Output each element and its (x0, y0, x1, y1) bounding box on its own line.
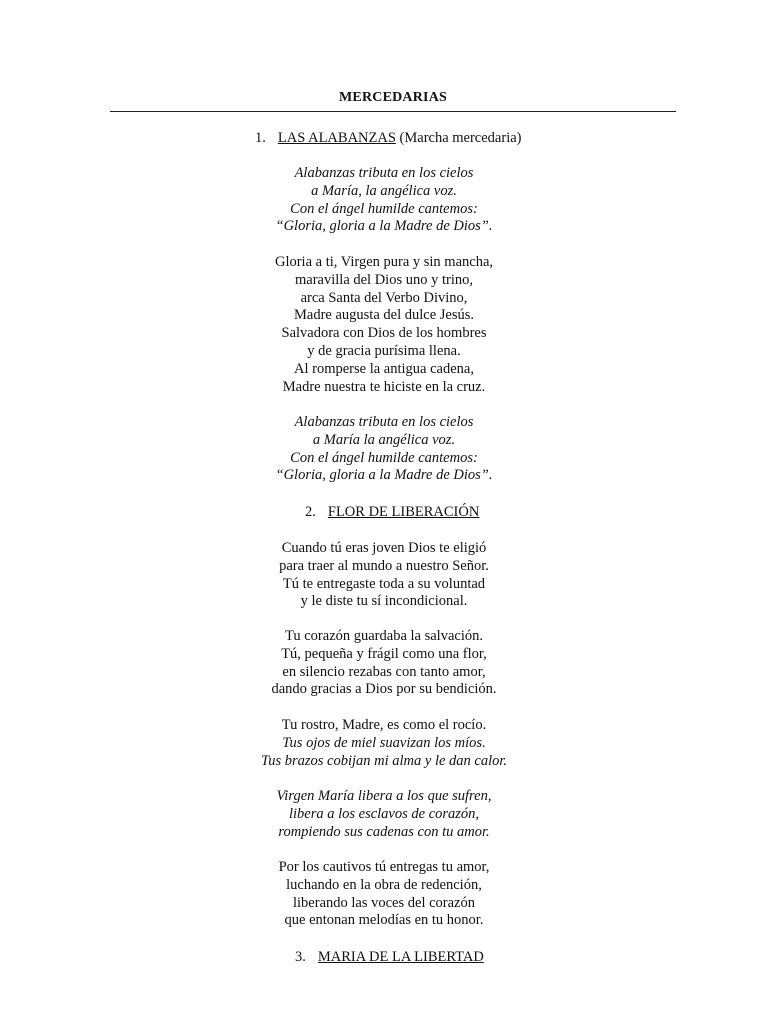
verse-line: Tus ojos de miel suavizan los míos. (282, 734, 486, 751)
verse-line: arca Santa del Verbo Divino, (300, 289, 468, 306)
song-name: FLOR DE LIBERACIÓN (327, 504, 480, 520)
verse-line: Tu rostro, Madre, es como el rocío. (281, 717, 487, 733)
verse-line: Tus brazos cobijan mi alma y le dan calor. (260, 752, 508, 769)
verse-line: dando gracias a Dios por su bendición. (271, 681, 497, 698)
verse-line: Con el ángel humilde cantemos: (290, 200, 478, 217)
stanza (0, 788, 768, 841)
song-name: MARIA DE LA LIBERTAD (317, 949, 484, 965)
song-number: 1. (255, 130, 266, 146)
verse-line: Con el ángel humilde cantemos: (290, 449, 478, 466)
document-title: MERCEDARIAS (339, 90, 447, 105)
verse-line: Virgen María libera a los que sufren, (276, 788, 492, 804)
stanza (0, 859, 768, 930)
verse-line: para traer al mundo a nuestro Señor. (279, 557, 489, 574)
verse-line: y de gracia purísima llena. (307, 342, 461, 359)
verse-line: Alabanzas tributa en los cielos (294, 165, 474, 181)
verse-line: luchando en la obra de redención, (286, 876, 482, 893)
verse-line: maravilla del Dios uno y trino, (295, 271, 473, 288)
verse-line: Gloria a ti, Virgen pura y sin mancha, (274, 254, 494, 270)
verse-line: a María la angélica voz. (312, 431, 456, 448)
stanza (0, 165, 768, 236)
verse-line: Por los cautivos tú entregas tu amor, (278, 859, 490, 875)
verse-line: en silencio rezabas con tanto amor, (282, 663, 486, 680)
verse-line: Al romperse la antigua cadena, (294, 360, 474, 377)
verse-line: a María, la angélica voz. (311, 182, 457, 199)
verse-line: “Gloria, gloria a la Madre de Dios”. (275, 218, 493, 235)
song-heading-3 (295, 949, 484, 966)
stanza (0, 540, 768, 611)
stanza (0, 254, 768, 396)
verse-line: Madre nuestra te hiciste en la cruz. (282, 378, 486, 395)
title-divider (110, 111, 676, 112)
verse-line: “Gloria, gloria a la Madre de Dios”. (275, 467, 493, 484)
verse-line: Salvadora con Dios de los hombres (281, 325, 487, 342)
song-number: 3. (295, 949, 306, 965)
song-number: 2. (305, 504, 316, 520)
verse-line: rompiendo sus cadenas con tu amor. (278, 823, 490, 840)
song-name: LAS ALABANZAS (277, 130, 396, 146)
verse-line: Tú, pequeña y frágil como una flor, (281, 645, 487, 662)
verse-line: Tu corazón guardaba la salvación. (285, 628, 483, 644)
stanza (0, 414, 768, 485)
song-heading-2 (305, 504, 479, 521)
verse-line: liberando las voces del corazón (293, 894, 475, 911)
verse-line: que entonan melodías en tu honor. (284, 912, 484, 929)
verse-line: Alabanzas tributa en los cielos (294, 414, 474, 430)
verse-line: libera a los esclavos de corazón, (288, 805, 480, 822)
song-subtitle: (Marcha mercedaria) (399, 130, 522, 146)
verse-line: Madre augusta del dulce Jesús. (294, 307, 474, 324)
verse-line: Cuando tú eras joven Dios te eligió (281, 540, 487, 556)
stanza (0, 628, 768, 699)
verse-line: Tú te entregaste toda a su voluntad (282, 575, 486, 592)
stanza (0, 717, 768, 770)
song-heading-1 (255, 130, 522, 147)
verse-line: y le diste tu sí incondicional. (300, 593, 468, 610)
